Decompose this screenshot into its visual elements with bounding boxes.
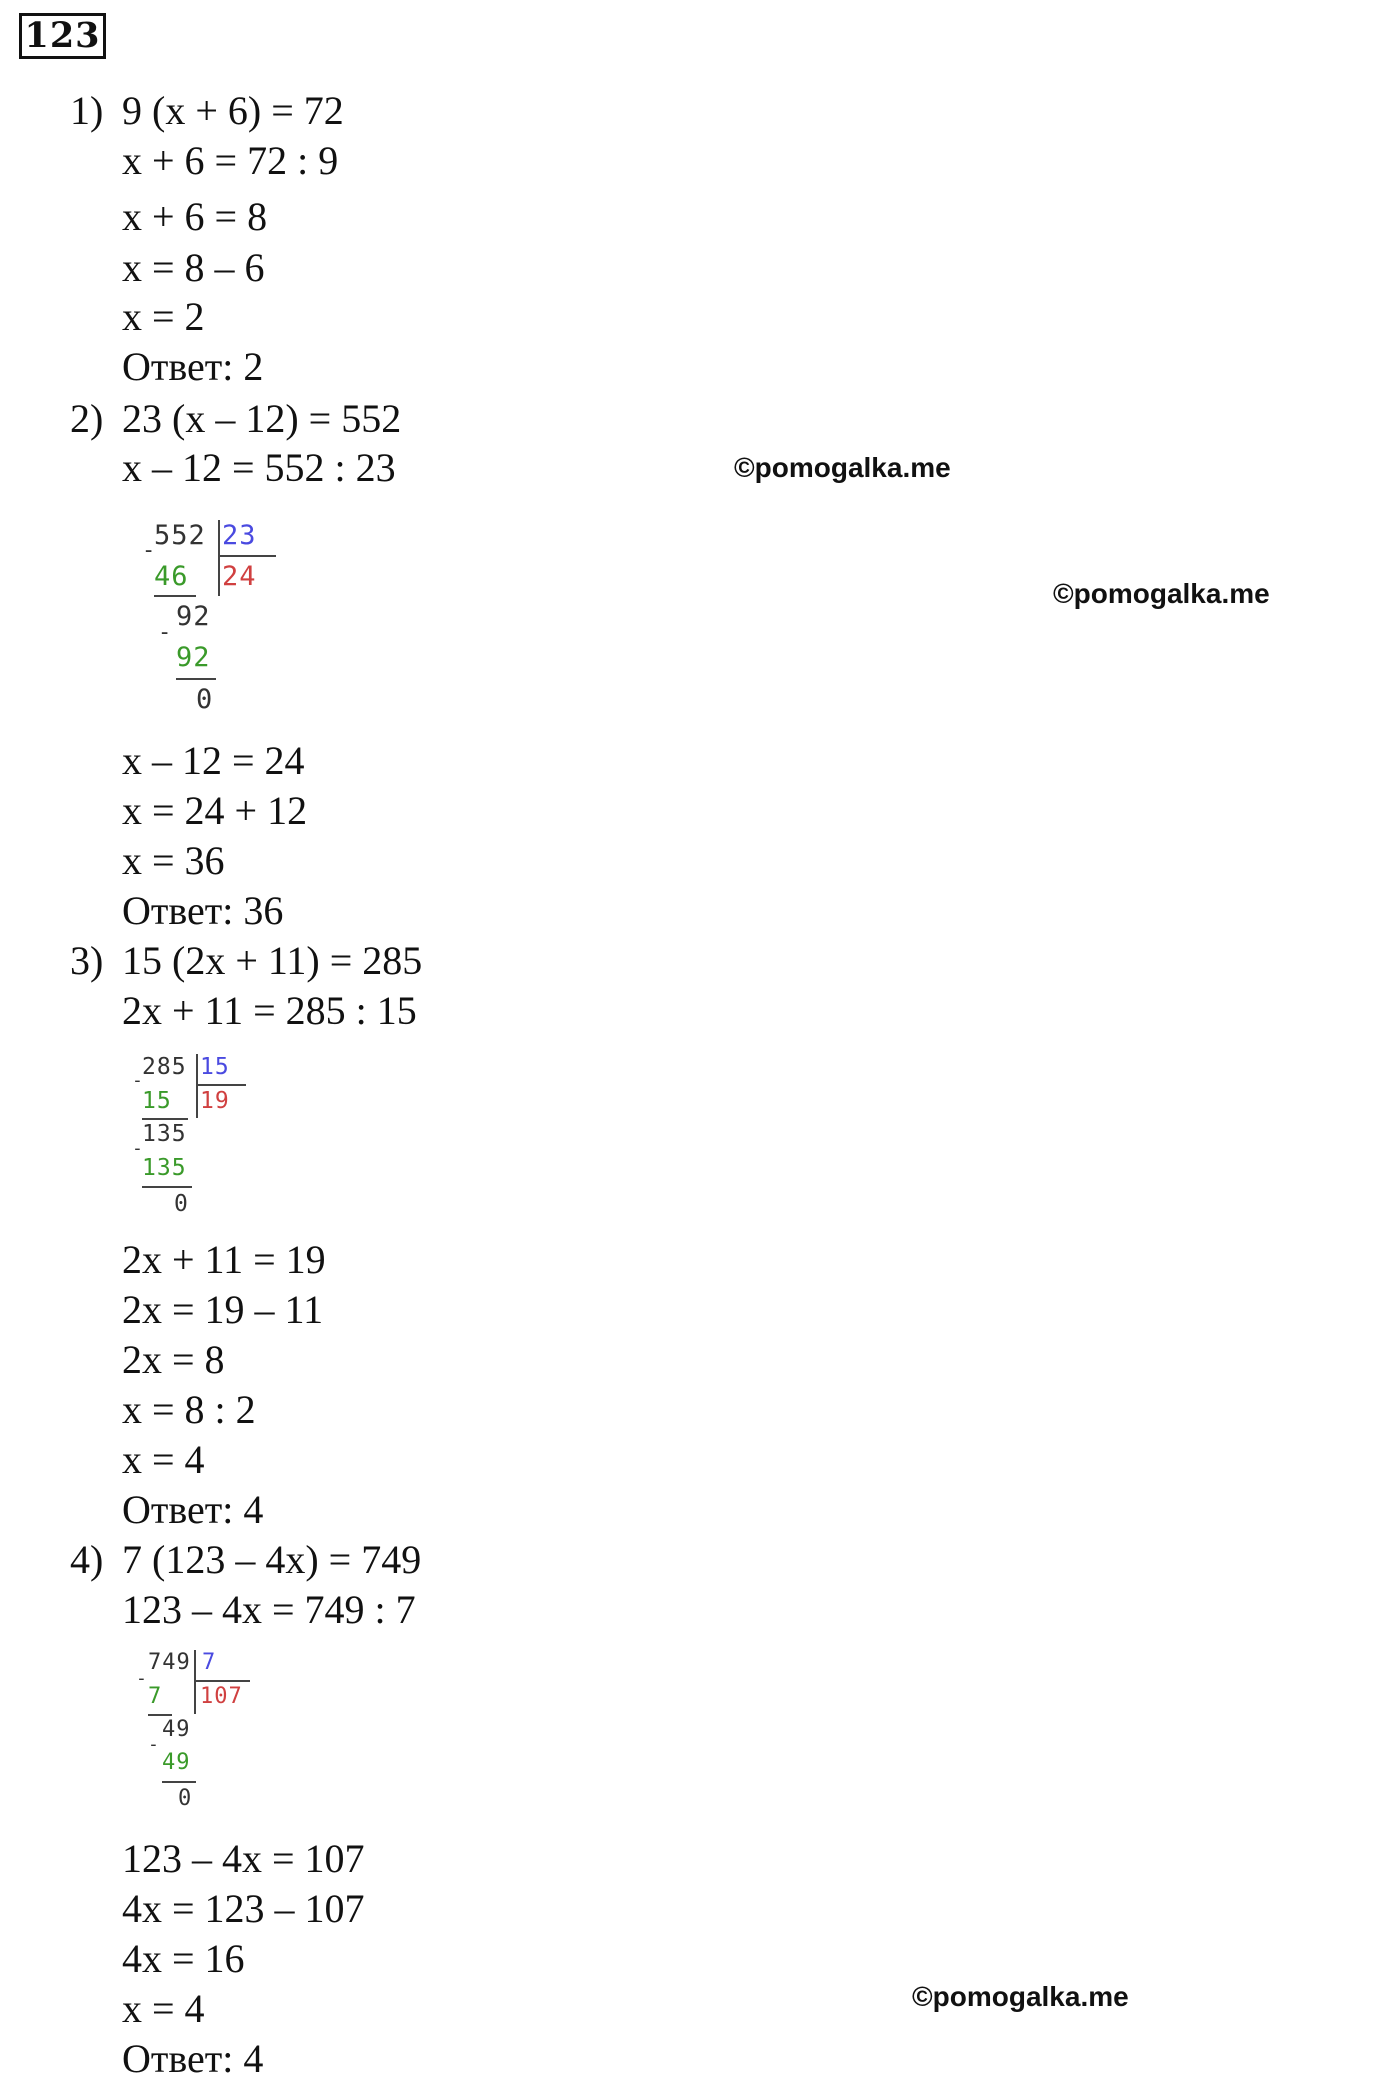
problem-4-answer: Ответ: 4 xyxy=(122,2036,264,2081)
problem-3-step-1: 15 (2x + 11) = 285 xyxy=(122,938,423,983)
long-division-3 xyxy=(132,1052,252,1222)
division-subtrahend-2: 49 xyxy=(162,1750,191,1775)
division-subtrahend-1: 15 xyxy=(142,1088,172,1114)
minus-sign: - xyxy=(142,538,157,563)
problem-1-step-1: 9 (x + 6) = 72 xyxy=(122,88,344,133)
problem-4-step-2: 123 – 4x = 749 : 7 xyxy=(122,1587,416,1632)
division-underline xyxy=(154,595,196,597)
division-subtrahend-1: 7 xyxy=(148,1684,163,1709)
problem-2-label: 2) xyxy=(70,396,104,441)
division-dividend: 285 xyxy=(142,1054,187,1080)
problem-4-step-4: 4x = 123 – 107 xyxy=(122,1886,365,1931)
long-division-2 xyxy=(140,518,280,718)
minus-sign: - xyxy=(148,1734,160,1755)
problem-1-step-3: x + 6 = 8 xyxy=(122,194,268,239)
division-bar-vertical xyxy=(218,520,220,596)
division-dividend: 749 xyxy=(148,1650,191,1675)
division-subtrahend-2: 92 xyxy=(176,642,211,673)
problem-3-answer: Ответ: 4 xyxy=(122,1487,264,1532)
division-quotient: 24 xyxy=(222,561,257,592)
problem-2-step-4: x = 24 + 12 xyxy=(122,788,308,833)
division-bar-horizontal xyxy=(194,1680,250,1682)
problem-3-step-6: x = 8 : 2 xyxy=(122,1387,256,1432)
division-underline xyxy=(142,1186,192,1188)
problem-3-step-5: 2x = 8 xyxy=(122,1337,225,1382)
watermark: ©pomogalka.me xyxy=(912,1981,1129,2012)
division-remainder-1: 135 xyxy=(142,1121,187,1147)
division-underline xyxy=(162,1781,196,1783)
task-number: 123 xyxy=(19,13,106,59)
problem-3-label: 3) xyxy=(70,938,104,983)
problem-1-step-5: x = 2 xyxy=(122,294,205,339)
minus-sign: - xyxy=(132,1070,144,1091)
division-dividend: 552 xyxy=(154,520,206,551)
division-remainder-1: 49 xyxy=(162,1717,191,1742)
division-bar-horizontal xyxy=(196,1084,246,1086)
problem-4-label: 4) xyxy=(70,1537,104,1582)
problem-4-step-3: 123 – 4x = 107 xyxy=(122,1836,365,1881)
problem-2-step-1: 23 (x – 12) = 552 xyxy=(122,396,402,441)
division-bar-horizontal xyxy=(218,555,276,557)
problem-2-step-5: x = 36 xyxy=(122,838,225,883)
watermark: ©pomogalka.me xyxy=(1053,578,1270,609)
problem-3-step-2: 2x + 11 = 285 : 15 xyxy=(122,988,417,1033)
minus-sign: - xyxy=(158,620,173,645)
division-bar-vertical xyxy=(194,1650,196,1714)
division-divisor: 7 xyxy=(202,1650,217,1675)
division-quotient: 19 xyxy=(200,1088,230,1114)
problem-2-step-3: x – 12 = 24 xyxy=(122,738,305,783)
problem-4-step-1: 7 (123 – 4x) = 749 xyxy=(122,1537,422,1582)
problem-1-step-4: x = 8 – 6 xyxy=(122,245,265,290)
watermark: ©pomogalka.me xyxy=(734,452,951,483)
problem-3-step-3: 2x + 11 = 19 xyxy=(122,1237,326,1282)
division-divisor: 15 xyxy=(200,1054,230,1080)
problem-4-step-6: x = 4 xyxy=(122,1986,205,2031)
problem-1-answer: Ответ: 2 xyxy=(122,344,264,389)
problem-3-step-7: x = 4 xyxy=(122,1437,205,1482)
problem-1-step-2: x + 6 = 72 : 9 xyxy=(122,138,339,183)
problem-2-answer: Ответ: 36 xyxy=(122,888,284,933)
division-underline xyxy=(148,1714,172,1716)
division-underline xyxy=(176,678,216,680)
division-quotient: 107 xyxy=(200,1684,243,1709)
minus-sign: - xyxy=(132,1138,144,1159)
problem-3-step-4: 2x = 19 – 11 xyxy=(122,1287,324,1332)
problem-2-step-2: x – 12 = 552 : 23 xyxy=(122,445,396,490)
minus-sign: - xyxy=(136,1668,148,1689)
division-subtrahend-2: 135 xyxy=(142,1155,187,1181)
division-bar-vertical xyxy=(196,1054,198,1118)
problem-1-label: 1) xyxy=(70,88,104,133)
division-remainder: 0 xyxy=(196,684,214,715)
division-underline xyxy=(142,1118,188,1120)
division-subtrahend-1: 46 xyxy=(154,561,189,592)
division-remainder: 0 xyxy=(174,1191,189,1217)
division-remainder-1: 92 xyxy=(176,601,211,632)
division-divisor: 23 xyxy=(222,520,257,551)
division-remainder: 0 xyxy=(178,1786,193,1811)
problem-4-step-5: 4x = 16 xyxy=(122,1936,245,1981)
long-division-4 xyxy=(134,1648,254,1818)
